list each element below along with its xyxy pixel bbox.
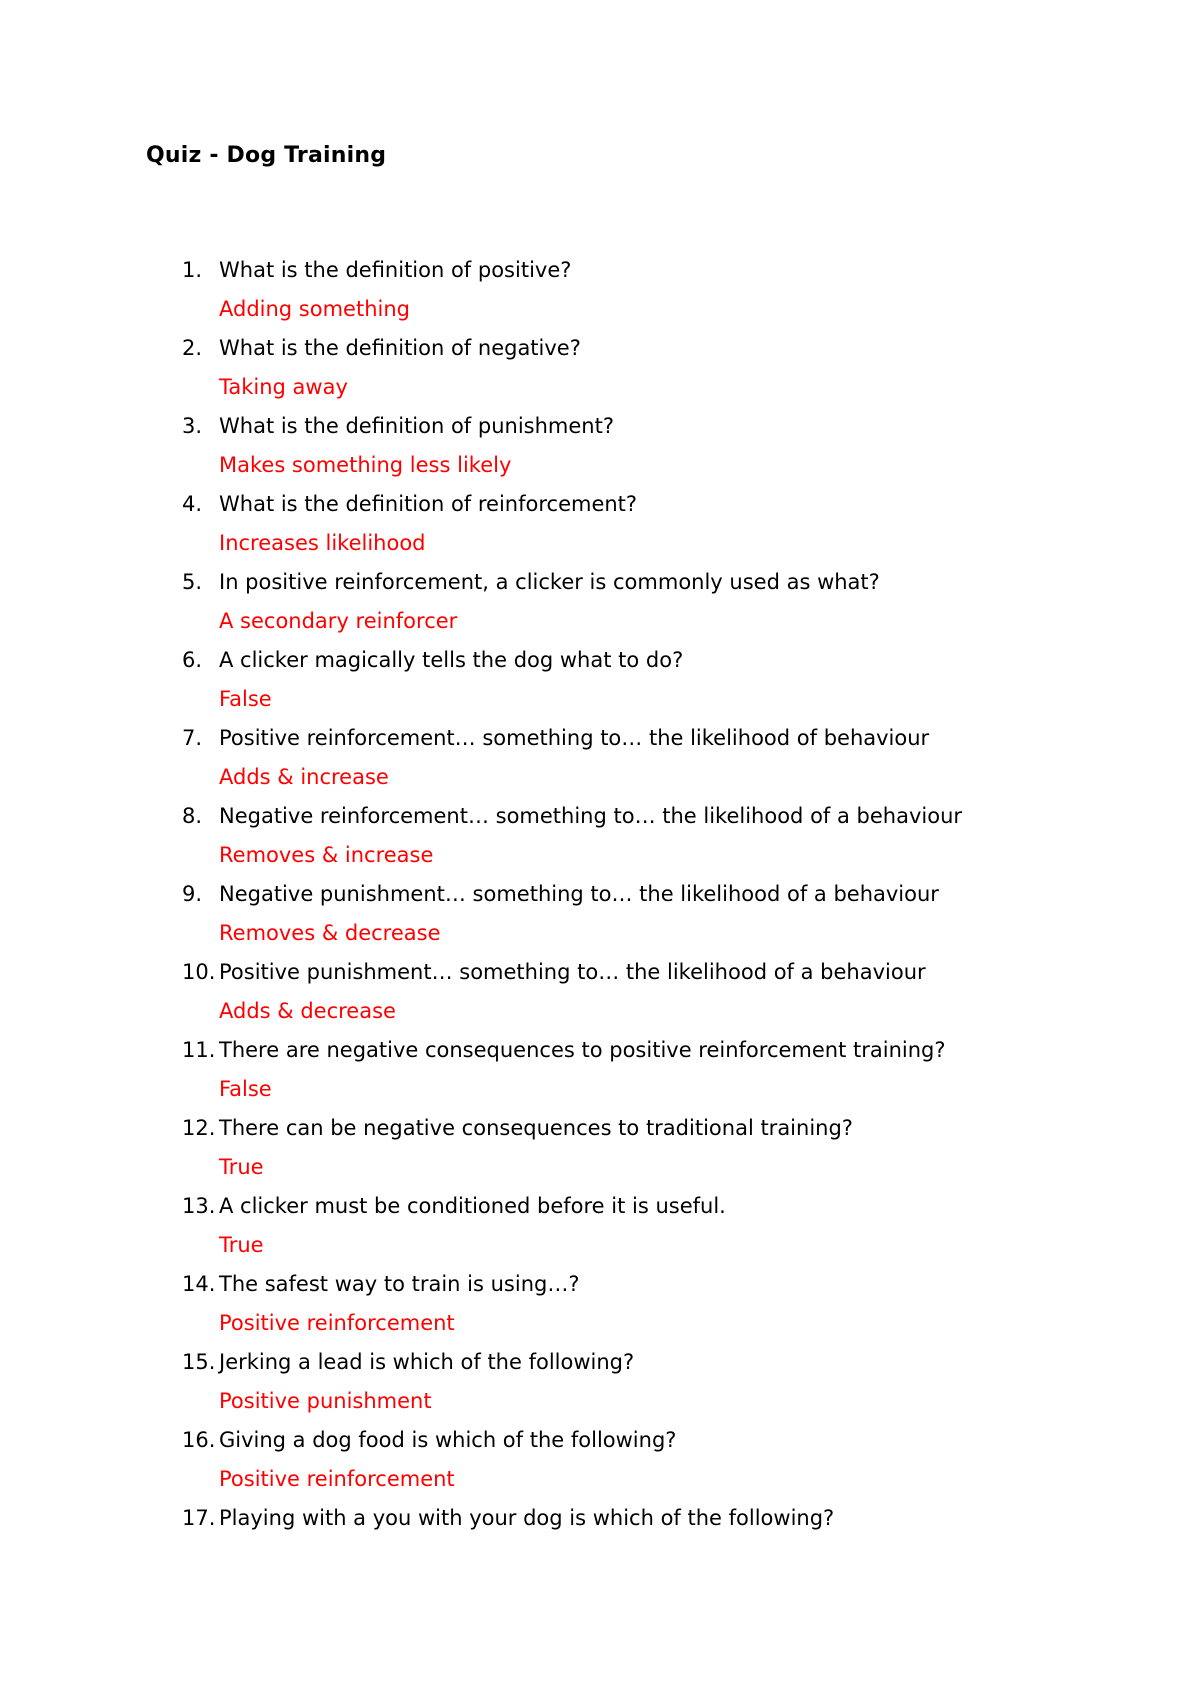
quiz-item <box>0 329 1200 407</box>
answer-text: A secondary reinforcer <box>219 609 458 633</box>
question-number: 8. <box>182 804 203 828</box>
quiz-item <box>0 1187 1200 1265</box>
answer-text: Adds & increase <box>219 765 389 789</box>
answer-text: Positive reinforcement <box>219 1311 455 1335</box>
question-text: Positive reinforcement… something to… the likelihood of behaviour <box>219 726 930 750</box>
quiz-item <box>0 1421 1200 1499</box>
quiz-item <box>0 1109 1200 1187</box>
question-text: In positive reinforcement, a clicker is commonly used as what? <box>219 570 880 594</box>
question-number: 12. <box>182 1116 216 1140</box>
question-text: What is the definition of negative? <box>219 336 581 360</box>
question-text: Playing with a you with your dog is which of the following? <box>219 1506 835 1530</box>
answer-text: False <box>219 1077 272 1101</box>
quiz-item <box>0 251 1200 329</box>
question-number: 14. <box>182 1272 216 1296</box>
quiz-item <box>0 641 1200 719</box>
question-text: Negative reinforcement… something to… the likelihood of a behaviour <box>219 804 963 828</box>
question-number: 11. <box>182 1038 216 1062</box>
question-number: 3. <box>182 414 203 438</box>
question-text: What is the definition of reinforcement? <box>219 492 638 516</box>
question-number: 16. <box>182 1428 216 1452</box>
quiz-question-list <box>0 251 1200 1577</box>
question-number: 6. <box>182 648 203 672</box>
question-number: 10. <box>182 960 216 984</box>
question-number: 1. <box>182 258 203 282</box>
quiz-item <box>0 875 1200 953</box>
answer-text: True <box>219 1155 264 1179</box>
question-number: 13. <box>182 1194 216 1218</box>
answer-text: Adds & decrease <box>219 999 396 1023</box>
question-number: 17. <box>182 1506 216 1530</box>
question-number: 15. <box>182 1350 216 1374</box>
question-text: The safest way to train is using…? <box>219 1272 580 1296</box>
answer-text: Makes something less likely <box>219 453 512 477</box>
question-number: 5. <box>182 570 203 594</box>
page-title: Quiz - Dog Training <box>146 143 387 168</box>
answer-text: Taking away <box>219 375 348 399</box>
quiz-item <box>0 797 1200 875</box>
answer-text: Removes & increase <box>219 843 434 867</box>
question-number: 7. <box>182 726 203 750</box>
quiz-item <box>0 1499 1200 1577</box>
question-text: There are negative consequences to positive reinforcement training? <box>219 1038 946 1062</box>
question-text: A clicker must be conditioned before it is useful. <box>219 1194 726 1218</box>
question-number: 9. <box>182 882 203 906</box>
quiz-item <box>0 719 1200 797</box>
quiz-item <box>0 1031 1200 1109</box>
answer-text: Removes & decrease <box>219 921 441 945</box>
quiz-item <box>0 1343 1200 1421</box>
answer-text: Adding something <box>219 297 410 321</box>
quiz-item <box>0 485 1200 563</box>
answer-text: True <box>219 1233 264 1257</box>
question-text: There can be negative consequences to traditional training? <box>219 1116 853 1140</box>
quiz-item <box>0 407 1200 485</box>
question-text: Giving a dog food is which of the following? <box>219 1428 677 1452</box>
question-number: 2. <box>182 336 203 360</box>
question-text: What is the definition of positive? <box>219 258 572 282</box>
question-text: Negative punishment… something to… the likelihood of a behaviour <box>219 882 939 906</box>
answer-text: False <box>219 687 272 711</box>
question-number: 4. <box>182 492 203 516</box>
question-text: What is the definition of punishment? <box>219 414 614 438</box>
question-text: A clicker magically tells the dog what to do? <box>219 648 684 672</box>
quiz-item <box>0 563 1200 641</box>
answer-text: Positive punishment <box>219 1389 432 1413</box>
question-text: Positive punishment… something to… the likelihood of a behaviour <box>219 960 926 984</box>
answer-text: Increases likelihood <box>219 531 426 555</box>
question-text: Jerking a lead is which of the following? <box>219 1350 635 1374</box>
answer-text: Positive reinforcement <box>219 1467 455 1491</box>
quiz-item <box>0 1265 1200 1343</box>
quiz-item <box>0 953 1200 1031</box>
